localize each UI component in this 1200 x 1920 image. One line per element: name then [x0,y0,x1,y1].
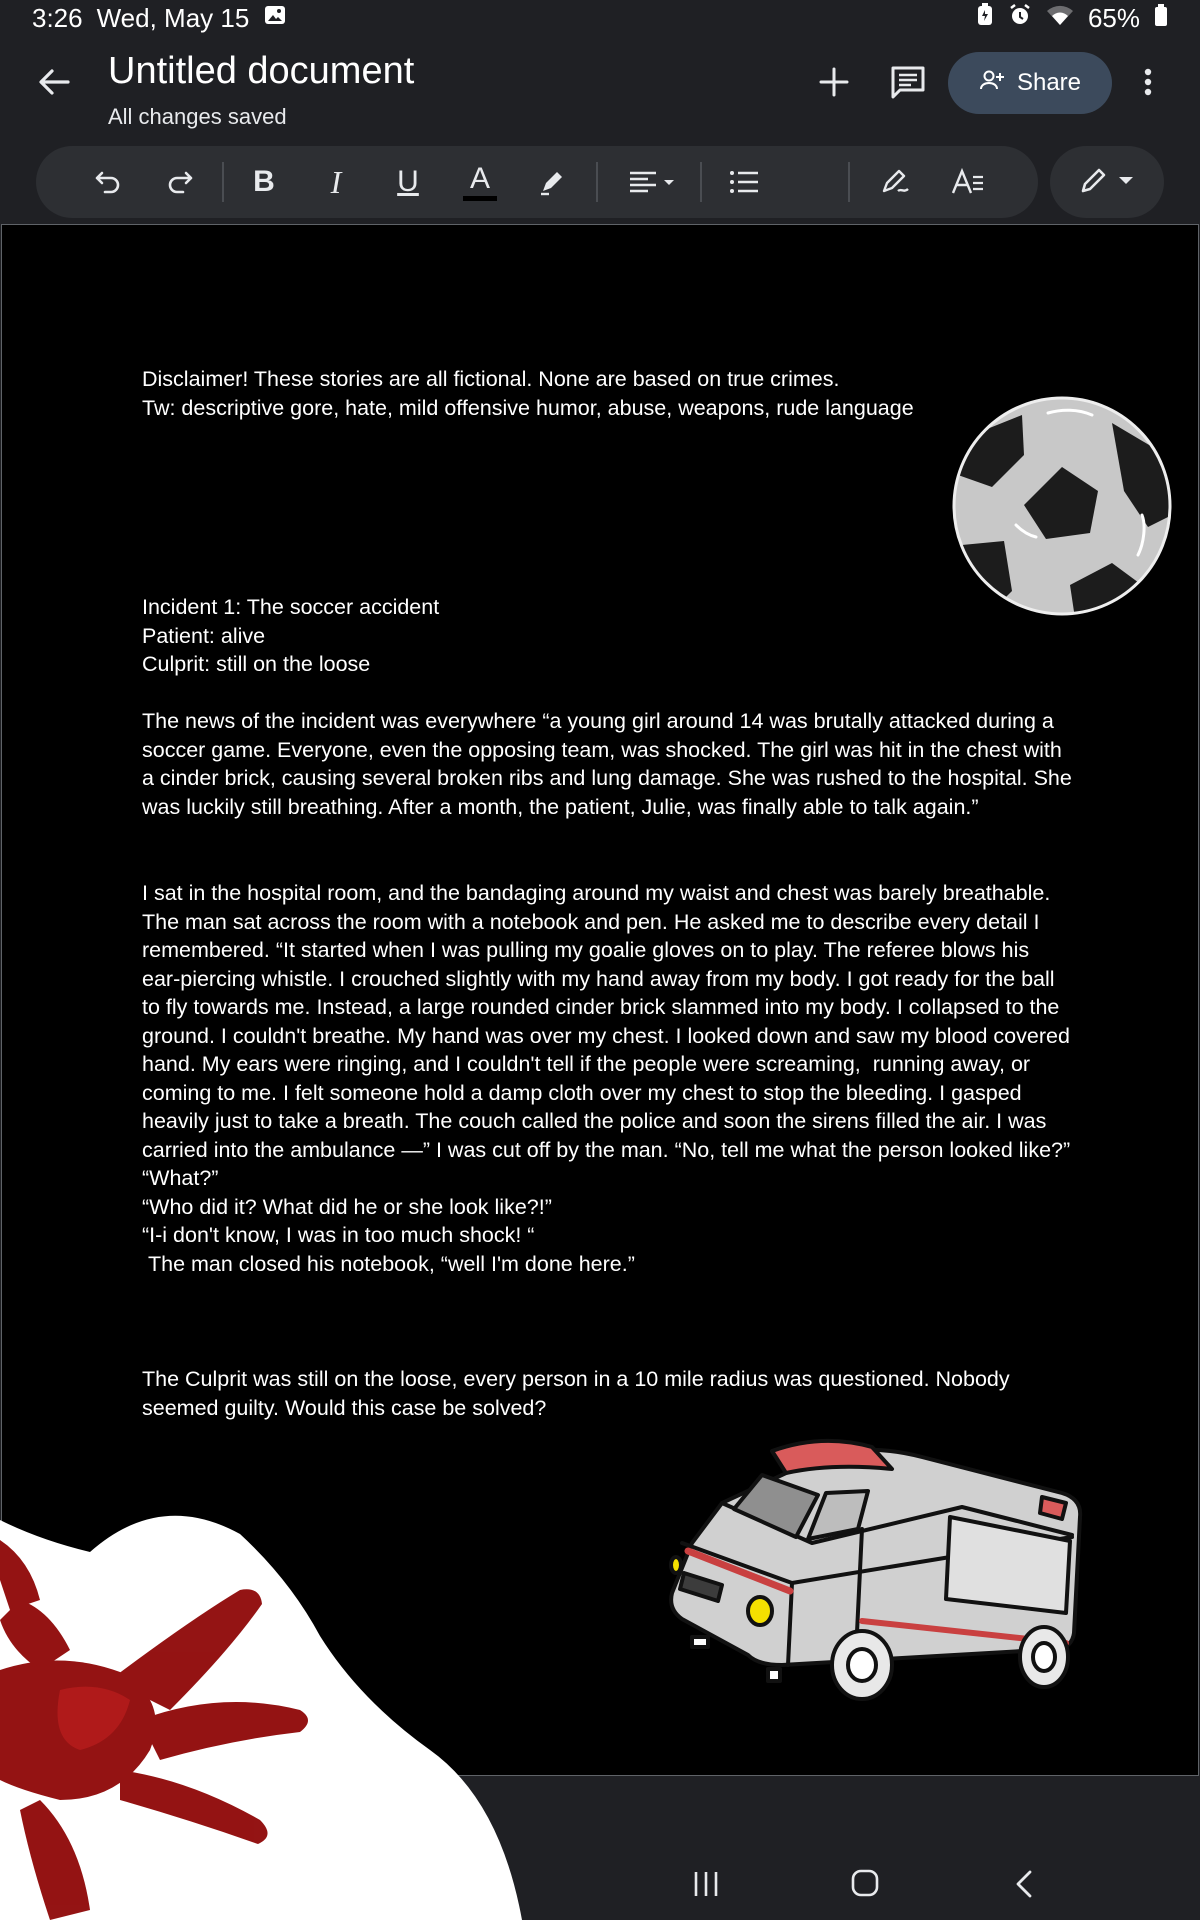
dialogue-line: “What?” [142,1166,219,1190]
text-style-icon[interactable] [946,160,990,204]
culprit-status: Culprit: still on the loose [142,652,371,676]
edit-mode-toggle[interactable] [1050,146,1164,218]
clock: 3:26 [32,2,83,33]
pencil-icon [1078,164,1110,201]
closing-paragraph: The Culprit was still on the loose, every person in a 10 mile radius was questioned. Nobody seemed guilty. Would this case be solved? [142,1367,1010,1420]
incident-title: Incident 1: The soccer accident [142,595,440,619]
toolbar-divider [222,162,224,202]
story-paragraph: I sat in the hospital room, and the bandaging around my waist and chest was barely breathable. The man sat across the room with a notebook and pen. He asked me to describe every detail I remembered. “It started when I was pulling my goalie gloves on to play. The referee blows his ear-piercing whistle. I crouched slightly with my hand away from my body. I got ready for the ball to fly towards me. Instead, a large rounded cinder brick slammed into my body. I collapsed to the ground. I couldn't breathe. My hand was over my chest. I looked down and saw my blood covered hand. My ears were ringing, and I couldn't tell if the people were screaming, running away, or coming to me. I felt someone hold a damp cloth over my chest to stop the bleeding. I gasped heavily just to take a breath. The couch called the police and soon the sirens filled the air. I was carried into the ambulance —” I was cut off by the man. “No, tell me what the person looked like?” [142,881,1076,1162]
dialogue-line: “Who did it? What did he or she look like?!” [142,1194,552,1219]
app-bar [0,40,1200,140]
disclaimer-block [142,365,1072,422]
soccer-ball-image[interactable] [952,395,1172,617]
comment-icon[interactable] [886,60,930,104]
battery-level: 65% [1087,2,1140,33]
clear-format-icon[interactable] [874,160,918,204]
news-paragraph: The news of the incident was everywhere “a young girl around 14 was brutally attacked during a soccer game. Everyone, even the opposing team, was shocked. The girl was hit in the chest with a cinder brick, causing several broken ribs and lung damage. She was rushed to the hospital. She was luckily still breathing. After a month, the patient, Julie, was finally able to talk again.” [142,709,1072,819]
insert-plus-icon[interactable] [812,60,856,104]
save-status: All changes saved [108,104,287,129]
italic-button[interactable]: I [330,163,342,200]
text-color-glyph: A [469,161,490,195]
disclaimer-line: Disclaimer! These stories are all fictional. None are based on true crimes. [142,367,840,391]
share-button[interactable] [948,52,1112,114]
toolbar-divider [700,162,702,202]
align-icon[interactable] [622,160,682,204]
dialogue-line: “I-i don't know, I was in too much shock! “ [142,1223,535,1247]
chevron-down-icon [1116,173,1136,192]
incident-header-block [142,593,1072,679]
dialogue-line: The man closed his notebook, “well I'm done here.” [142,1251,635,1276]
alarm-icon [1008,3,1032,34]
text-color-button[interactable] [458,160,502,204]
more-vert-icon[interactable] [1134,60,1162,104]
text-color-swatch [463,196,497,201]
share-label: Share [1016,69,1082,96]
undo-icon[interactable] [86,160,130,204]
battery-saver-icon [976,3,994,34]
patient-status: Patient: alive [142,623,266,648]
system-nav-bar [0,1840,1200,1920]
battery-icon [1154,3,1168,34]
recent-apps-icon[interactable] [690,1870,722,1898]
bold-button[interactable]: B [253,165,275,198]
highlight-icon[interactable] [530,160,574,204]
formatting-toolbar [36,146,1038,218]
toolbar-divider [848,162,850,202]
trigger-warning-line: Tw: descriptive gore, hate, mild offensive humor, abuse, weapons, rude language [142,395,914,420]
story-block [142,879,1076,1278]
gallery-icon [263,3,287,34]
ambulance-image[interactable] [662,1433,1102,1733]
home-icon[interactable] [850,1868,880,1898]
wifi-icon [1046,3,1074,34]
add-person-icon [979,69,1005,98]
toolbar-divider [596,162,598,202]
redo-icon[interactable] [158,160,202,204]
back-arrow-icon[interactable] [34,62,74,102]
back-icon[interactable] [1012,1868,1036,1900]
bullet-list-icon[interactable] [722,160,766,204]
status-bar [0,0,1200,36]
underline-button[interactable]: U [397,165,419,198]
document-title[interactable]: Untitled document [108,50,415,92]
date: Wed, May 15 [96,2,250,33]
